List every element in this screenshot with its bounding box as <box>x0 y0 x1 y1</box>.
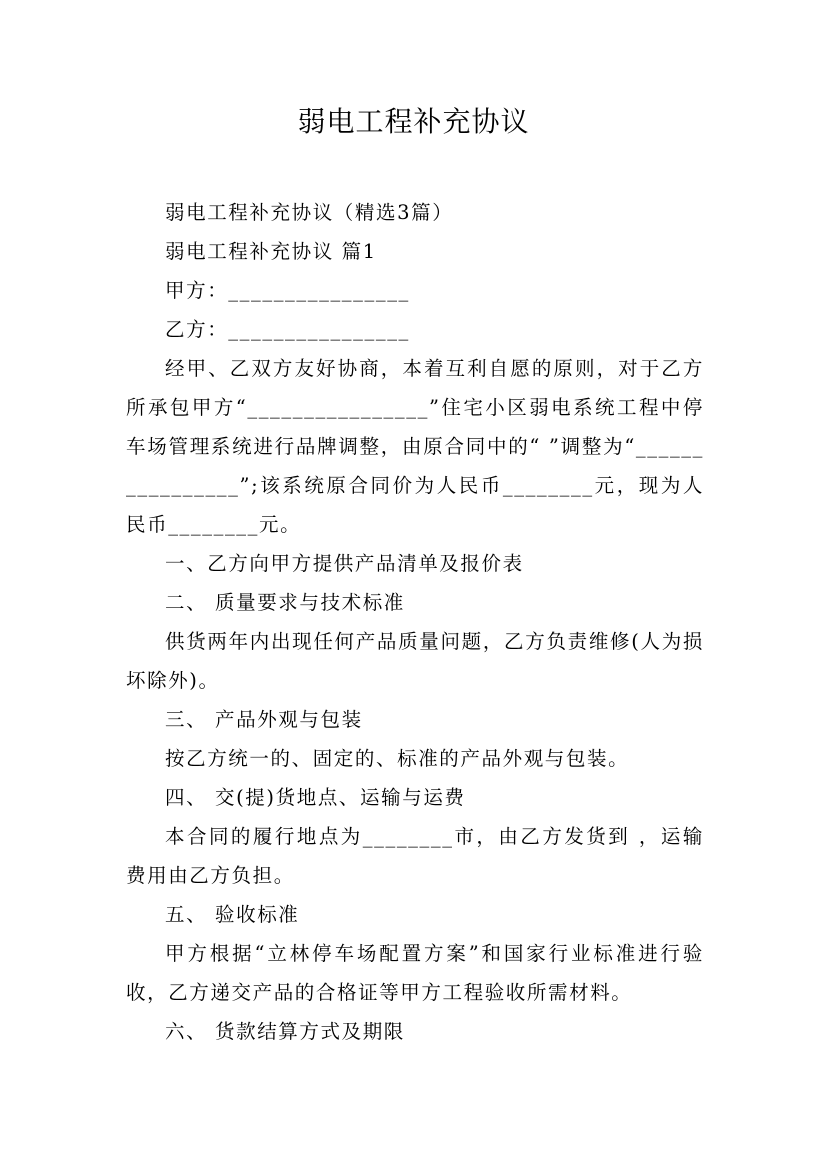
clause-6-heading: 六、 货款结算方式及期限 <box>165 1020 405 1043</box>
clause-2-heading: 二、 质量要求与技术标准 <box>165 591 405 614</box>
clause-3-text: 按乙方统一的、固定的、标准的产品外观与包装。 <box>165 747 630 770</box>
clause-1-heading: 一、乙方向甲方提供产品清单及报价表 <box>165 552 524 575</box>
clause-5-heading: 五、 验收标准 <box>165 903 300 926</box>
clause-2-text: 供货两年内出现任何产品质量问题，乙方负责维修(人为损坏除外)。 <box>126 630 704 692</box>
paragraph-section-heading: 弱电工程补充协议 篇1 <box>165 240 377 263</box>
paragraph-subtitle: 弱电工程补充协议（精选3篇） <box>165 201 454 224</box>
clause-5-text: 甲方根据“立林停车场配置方案”和国家行业标准进行验收，乙方递交产品的合格证等甲方工程验收所需材料。 <box>126 942 704 1004</box>
document-body <box>126 193 704 1051</box>
party-a-line: 甲方：________________ <box>165 279 410 302</box>
party-b-line: 乙方：________________ <box>165 318 410 341</box>
document-title: 弱电工程补充协议 <box>297 105 530 138</box>
clause-4-heading: 四、 交(提)货地点、运输与运费 <box>165 786 466 809</box>
paragraph-intro: 经甲、乙双方友好协商，本着互利自愿的原则，对于乙方所承包甲方“________________”住宅小区弱电系统工程中停车场管理系统进行品牌调整，由原合同中的“ ”调整为“________________”;该系统原合同价为人民币________元，现为人民币________元。 <box>126 357 704 536</box>
clause-3-heading: 三、 产品外观与包装 <box>165 708 363 731</box>
clause-4-text: 本合同的履行地点为________市，由乙方发货到 ，运输费用由乙方负担。 <box>126 825 704 887</box>
